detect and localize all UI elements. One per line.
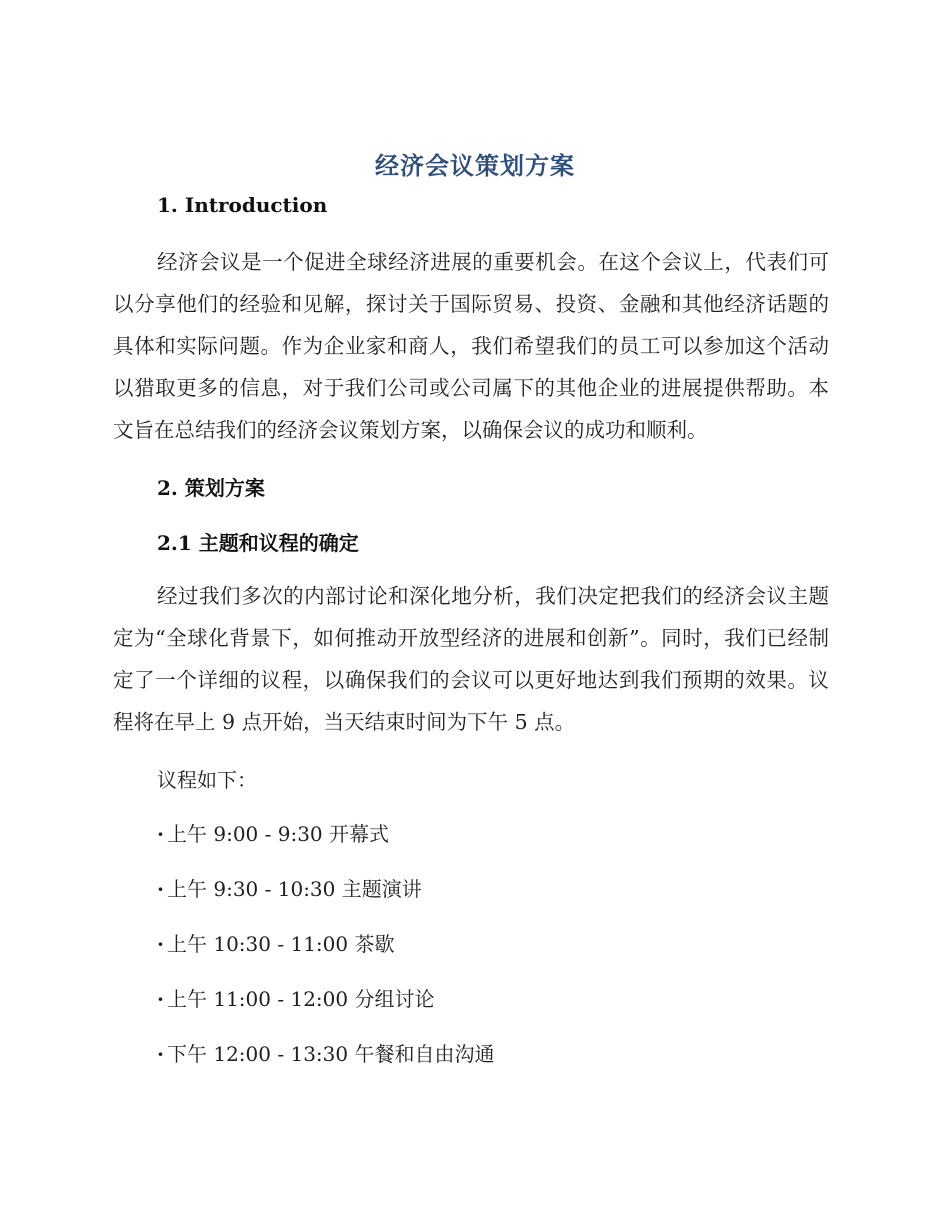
agenda-item-text: 上午 9:30 - 10:30 主题演讲: [167, 877, 422, 901]
section-heading-introduction: 1. Introduction: [157, 193, 328, 217]
list-item: [157, 1038, 494, 1067]
bullet-icon: ·: [157, 822, 164, 846]
bullet-icon: ·: [157, 1042, 164, 1066]
bullet-icon: ·: [157, 877, 164, 901]
section-heading-plan: 2. 策划方案: [157, 476, 265, 500]
list-item: [157, 818, 389, 847]
list-item: [157, 873, 422, 902]
agenda-item-text: 上午 9:00 - 9:30 开幕式: [167, 822, 390, 846]
document-title: 经济会议策划方案: [375, 152, 575, 180]
bullet-icon: ·: [157, 932, 164, 956]
theme-paragraph: 经过我们多次的内部讨论和深化地分析，我们决定把我们的经济会议主题定为“全球化背景下，如何推动开放型经济的进展和创新”。同时，我们已经制定了一个详细的议程，以确保我们的会议可以更好地达到我们预期的效果。议程将在早上 9 点开始，当天结束时间为下午 5 点。: [113, 584, 829, 734]
agenda-item-text: 上午 11:00 - 12:00 分组讨论: [167, 987, 435, 1011]
agenda-item-text: 上午 10:30 - 11:00 茶歇: [167, 932, 395, 956]
intro-paragraph: 经济会议是一个促进全球经济进展的重要机会。在这个会议上，代表们可以分享他们的经验和见解，探讨关于国际贸易、投资、金融和其他经济话题的具体和实际问题。作为企业家和商人，我们希望我们的员工可以参加这个活动以猎取更多的信息，对于我们公司或公司属下的其他企业的进展提供帮助。本文旨在总结我们的经济会议策划方案，以确保会议的成功和顺利。: [113, 250, 829, 442]
agenda-item-text: 下午 12:00 - 13:30 午餐和自由沟通: [167, 1042, 495, 1066]
list-item: [157, 928, 394, 957]
subsection-heading-theme-agenda: 2.1 主题和议程的确定: [157, 531, 359, 555]
list-item: [157, 983, 434, 1012]
agenda-intro: 议程如下：: [157, 768, 257, 792]
bullet-icon: ·: [157, 987, 164, 1011]
